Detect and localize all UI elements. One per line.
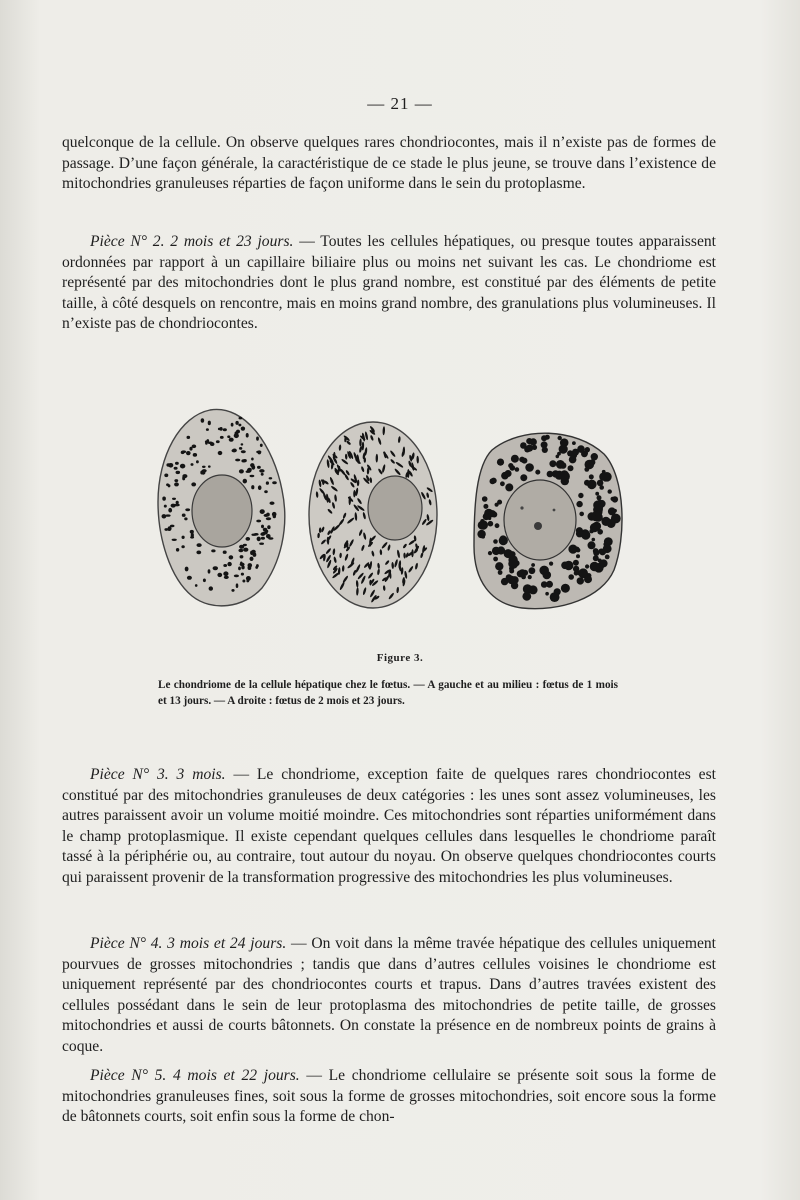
paragraph-text: — Toutes les cellules hépatiques, ou presque toutes apparaissent ordonnées par rapport à un capillaire biliaire plus ou moins net suivant les cas. Le chondriome est représenté par des mitochondries dont le plus grand nombre, est constitué par des éléments de petite taille, à côté desquels on rencontre, mais en moins grand nombre, des granulations plus volumineuses. Il n’existe pas de chondriocontes. <box>62 233 716 332</box>
mitochondrion <box>186 451 191 455</box>
mitochondrion <box>261 525 264 529</box>
mitochondrion <box>229 438 234 442</box>
mitochondrion <box>241 427 245 431</box>
mitochondrion <box>195 584 198 587</box>
mitochondrion <box>234 433 239 438</box>
mitochondrion <box>197 543 202 547</box>
mitochondrion <box>590 562 600 572</box>
mitochondrion <box>234 575 239 578</box>
mitochondrion <box>584 467 589 472</box>
mitochondrion <box>572 449 579 456</box>
mitochondrion <box>251 485 254 489</box>
mitochondrion <box>236 583 239 588</box>
mitochondrion <box>260 509 265 514</box>
mitochondrion <box>185 567 189 572</box>
mitochondrion <box>241 450 246 453</box>
mitochondrion <box>573 560 579 566</box>
mitochondrion <box>227 435 230 438</box>
mitochondrion <box>561 562 569 570</box>
mitochondrion <box>482 496 488 502</box>
mitochondrion <box>213 566 218 570</box>
mitochondrion <box>262 531 267 534</box>
cell-left-nucleus <box>192 475 252 547</box>
piece-heading: Pièce N° 5. 4 mois et 22 jours. <box>90 1067 300 1084</box>
mitochondrion <box>238 549 243 552</box>
mitochondrion <box>483 513 490 520</box>
mitochondrion <box>493 539 498 544</box>
mitochondrion <box>266 481 269 484</box>
mitochondrion <box>560 462 567 469</box>
mitochondrion <box>241 573 244 576</box>
mitochondrion <box>545 592 549 596</box>
mitochondrion <box>184 517 187 520</box>
mitochondrion <box>250 463 254 467</box>
mitochondrion <box>266 534 271 538</box>
mitochondrion <box>498 570 503 575</box>
mitochondrion <box>182 474 187 478</box>
mitochondrion <box>550 592 560 602</box>
mitochondrion <box>174 467 178 470</box>
mitochondrion <box>592 538 596 542</box>
mitochondrion <box>520 506 523 509</box>
mitochondrion <box>209 586 213 590</box>
mitochondrion <box>256 564 259 567</box>
mitochondrion <box>267 525 270 529</box>
mitochondrion <box>231 423 234 427</box>
mitochondrion <box>586 573 591 578</box>
mitochondrion <box>561 584 570 593</box>
mitochondrion <box>492 547 500 555</box>
mitochondrion <box>483 504 488 509</box>
mitochondrion <box>600 559 608 567</box>
mitochondrion <box>598 500 602 504</box>
mitochondrion <box>259 469 264 473</box>
mitochondrion <box>560 472 570 482</box>
mitochondrion <box>238 424 241 427</box>
mitochondrion <box>256 437 259 441</box>
mitochondrion <box>176 471 181 474</box>
mitochondrion <box>164 505 167 508</box>
page-number: — 21 — <box>367 94 433 113</box>
mitochondrion <box>241 443 244 445</box>
mitochondrion <box>182 514 186 517</box>
mitochondrion <box>235 421 238 425</box>
mitochondrion <box>166 463 170 466</box>
mitochondrion <box>549 562 553 566</box>
mitochondrion <box>192 445 197 449</box>
mitochondrion <box>223 564 227 567</box>
mitochondrion <box>241 565 244 569</box>
mitochondrion <box>489 510 496 517</box>
mitochondrion <box>578 493 583 498</box>
mitochondrion <box>266 517 271 520</box>
mitochondrion <box>579 512 584 517</box>
mitochondrion <box>240 555 244 558</box>
figure-label: Figure 3. <box>376 652 424 664</box>
mitochondrion <box>256 451 261 454</box>
mitochondrion <box>246 537 251 541</box>
piece-heading: Pièce N° 3. 3 mois. <box>90 766 226 783</box>
mitochondrion <box>239 417 243 420</box>
mitochondrion <box>608 489 612 493</box>
figure-3-illustration <box>150 398 630 620</box>
mitochondrion <box>218 451 223 455</box>
mitochondrion <box>369 580 371 586</box>
mitochondrion <box>612 496 618 502</box>
mitochondrion <box>529 567 536 574</box>
cell-middle-nucleus <box>368 476 422 540</box>
mitochondrion <box>176 548 179 552</box>
mitochondrion <box>603 544 612 553</box>
mitochondrion <box>258 485 262 490</box>
mitochondrion <box>519 569 527 577</box>
mitochondrion <box>509 569 514 574</box>
mitochondrion <box>239 545 244 549</box>
paragraph-piece-2 <box>62 232 716 335</box>
mitochondrion <box>500 481 505 486</box>
mitochondrion <box>261 537 265 540</box>
mitochondrion <box>599 473 607 481</box>
mitochondrion <box>187 576 192 580</box>
mitochondrion <box>246 576 251 581</box>
mitochondrion <box>549 460 556 467</box>
mitochondrion <box>246 433 249 438</box>
mitochondrion <box>497 459 504 466</box>
piece-heading: Pièce N° 4. 3 mois et 24 jours. <box>90 935 287 952</box>
mitochondrion <box>588 541 596 549</box>
mitochondrion <box>251 458 254 461</box>
mitochondrion <box>191 533 194 538</box>
mitochondrion <box>499 536 508 545</box>
mitochondrion <box>172 498 176 500</box>
figure-caption: Le chondriome de la cellule hépatique chez le fœtus. — A gauche et au milieu : fœtus de 1 mois et 13 jours. — A droite : fœtus de 2 mois et 23 jours. <box>158 679 618 707</box>
mitochondrion <box>273 515 276 519</box>
mitochondrion <box>505 483 513 491</box>
mitochondrion <box>597 495 602 500</box>
mitochondrion <box>207 439 210 442</box>
paragraph-text: — Le chondriome, exception faite de quelques rares chondriocontes est constitué par des mitochondries granuleuses de deux catégories : les unes sont assez volumineuses, les autres paraissent avoir un volume moitié moindre. Ces mitochondries sont réparties uniformément dans le champ protoplasmique. Il existe cependant quelques cellules dans lesquelles le chondriome paraît tassé à la périphérie ou, au contraire, tout autour du noyau. On observe quelques chondriocontes courts qui paraissent provenir de la transformation progressive des mitochondries les plus volumineuses. <box>62 766 717 886</box>
mitochondrion <box>164 474 168 478</box>
mitochondrion <box>568 574 574 580</box>
mitochondrion <box>511 455 519 463</box>
mitochondrion <box>576 501 582 507</box>
mitochondrion <box>495 503 499 507</box>
mitochondrion <box>248 563 253 567</box>
mitochondrion <box>573 566 579 572</box>
mitochondrion <box>240 562 243 566</box>
mitochondrion <box>488 551 492 555</box>
mitochondrion <box>191 463 194 466</box>
mitochondrion <box>187 436 191 439</box>
mitochondrion <box>520 442 527 449</box>
mitochondrion <box>605 555 610 560</box>
mitochondrion <box>577 577 584 584</box>
mitochondrion <box>165 514 170 516</box>
mitochondrion <box>216 440 220 443</box>
paragraph-text: — On voit dans la même travée hépatique des cellules uniquement pourvues de grosses mitochondries ; tandis que dans d’autres cellules voisines le chondriome est uniquement représenté par des chondriocontes courts et trapus. Dans d’autres travées existent des cellules possédant dans le sein de leur protoplasma des mitochondries de petite taille, de grosses mitochondries et aussi de courts bâtonnets. On constate la présence en de nombreux points de grains à coque. <box>62 935 717 1055</box>
mitochondrion <box>257 537 261 542</box>
mitochondrion <box>510 465 516 471</box>
mitochondrion <box>608 507 616 515</box>
mitochondrion <box>572 441 576 445</box>
mitochondrion <box>185 508 190 511</box>
mitochondrion <box>250 557 254 561</box>
mitochondrion <box>576 554 580 558</box>
mitochondrion <box>556 455 560 459</box>
hepatic-cells-drawing <box>150 398 630 620</box>
mitochondrion <box>505 470 512 477</box>
mitochondrion <box>170 525 175 528</box>
mitochondrion <box>211 549 215 552</box>
mitochondrion <box>223 428 227 431</box>
mitochondrion <box>202 466 206 468</box>
mitochondrion <box>593 550 599 556</box>
mitochondrion <box>589 459 595 465</box>
cell-right-nucleus <box>504 480 576 560</box>
mitochondrion <box>478 521 487 530</box>
mitochondrion <box>593 555 599 561</box>
mitochondrion <box>227 562 231 566</box>
mitochondrion <box>526 438 532 444</box>
mitochondrion <box>541 581 548 588</box>
mitochondrion <box>236 430 240 434</box>
mitochondrion <box>488 521 494 527</box>
mitochondrion <box>218 428 221 431</box>
mitochondrion <box>243 459 247 462</box>
piece-heading: Pièce N° 2. 2 mois et 23 jours. <box>90 233 294 250</box>
mitochondrion <box>526 464 530 468</box>
mitochondrion <box>256 520 261 523</box>
mitochondrion <box>602 470 606 474</box>
mitochondrion <box>257 466 261 469</box>
mitochondrion <box>495 523 500 528</box>
mitochondrion <box>542 447 548 453</box>
mitochondrion <box>530 586 537 593</box>
mitochondrion <box>232 449 237 453</box>
mitochondrion <box>528 575 532 579</box>
mitochondrion <box>491 478 497 484</box>
mitochondrion <box>175 462 179 465</box>
mitochondrion <box>193 453 197 457</box>
mitochondrion <box>520 474 527 481</box>
mitochondrion <box>607 519 616 528</box>
mitochondrion <box>208 465 211 467</box>
mitochondrion <box>162 497 166 501</box>
mitochondrion <box>251 550 256 554</box>
mitochondrion <box>479 530 484 535</box>
paragraph-piece-3 <box>62 765 716 888</box>
mitochondrion <box>590 523 599 532</box>
mitochondrion <box>269 477 273 479</box>
mitochondrion <box>534 522 542 530</box>
mitochondrion <box>168 484 171 487</box>
mitochondrion <box>223 571 228 576</box>
mitochondrion <box>181 545 184 548</box>
mitochondrion <box>196 551 201 555</box>
mitochondrion <box>181 451 185 454</box>
mitochondrion <box>561 442 566 447</box>
mitochondrion <box>239 447 242 450</box>
mitochondrion <box>206 428 209 431</box>
mitochondrion <box>174 482 179 486</box>
mitochondrion <box>515 467 520 472</box>
mitochondrion <box>597 480 604 487</box>
mitochondrion <box>191 482 196 486</box>
mitochondrion <box>176 501 179 505</box>
mitochondrion <box>260 444 263 447</box>
paragraph-text: — Le chondriome cellulaire se présente soit sous la forme de mitochondries granuleuses fines, soit sous la forme de grosses mitochondries, soit encore sous la forme de bâtonnets courts, soit enfin sous la forme de chon- <box>62 1067 716 1125</box>
mitochondrion <box>208 421 211 426</box>
mitochondrion <box>229 555 234 559</box>
mitochondrion <box>552 470 559 477</box>
mitochondrion <box>553 509 556 512</box>
mitochondrion <box>521 458 527 464</box>
mitochondrion <box>238 567 241 571</box>
mitochondrion <box>168 508 172 513</box>
mitochondrion <box>532 445 537 450</box>
mitochondrion <box>203 579 206 583</box>
mitochondrion <box>243 479 247 484</box>
mitochondrion <box>531 563 535 567</box>
mitochondrion <box>576 530 583 537</box>
mitochondrion <box>205 442 208 445</box>
mitochondrion <box>508 559 518 569</box>
mitochondrion <box>259 543 264 545</box>
mitochondrion <box>174 479 178 482</box>
mitochondrion <box>587 480 597 490</box>
mitochondrion <box>180 464 185 469</box>
mitochondrion <box>210 442 214 446</box>
mitochondrion <box>558 436 562 440</box>
mitochondrion <box>250 475 255 477</box>
mitochondrion <box>575 547 580 552</box>
mitochondrion <box>535 470 540 475</box>
mitochondrion <box>172 539 177 541</box>
mitochondrion <box>217 573 222 577</box>
mitochondrion <box>182 536 185 539</box>
paragraph-piece-4 <box>62 934 716 1057</box>
mitochondrion <box>164 528 168 531</box>
mitochondrion <box>270 502 275 505</box>
mitochondrion <box>264 490 268 493</box>
mitochondrion <box>594 508 603 517</box>
mitochondrion <box>235 459 240 462</box>
mitochondrion <box>239 469 244 473</box>
mitochondrion <box>189 447 192 451</box>
mitochondrion <box>243 548 248 552</box>
mitochondrion <box>208 569 211 573</box>
mitochondrion <box>200 471 203 475</box>
mitochondrion <box>261 473 264 476</box>
mitochondrion <box>568 465 574 471</box>
mitochondrion <box>589 474 594 479</box>
mitochondrion <box>224 576 229 579</box>
mitochondrion <box>541 435 547 441</box>
mitochondrion <box>504 549 513 558</box>
mitochondrion <box>201 418 205 423</box>
mitochondrion <box>247 468 252 472</box>
mitochondrion <box>581 451 588 458</box>
mitochondrion <box>220 436 224 439</box>
mitochondrion <box>495 562 503 570</box>
mitochondrion <box>162 514 167 518</box>
mitochondrion <box>511 582 518 589</box>
mitochondrion <box>595 492 599 496</box>
mitochondrion <box>585 564 589 568</box>
mitochondrion <box>493 557 498 562</box>
paragraph-intro: quelconque de la cellule. On observe quelques rares chondriocontes, mais il n’existe pas de formes de passage. D’une façon générale, la caractéristique de ce stade le plus jeune, se trouve dans l’existence de mitochondries granuleuses réparties de façon uniforme dans le sein du protoplasme. <box>62 134 716 192</box>
paragraph-piece-5 <box>62 1066 716 1128</box>
mitochondrion <box>223 551 227 554</box>
mitochondrion <box>522 592 531 601</box>
mitochondrion <box>266 513 269 516</box>
mitochondrion <box>539 566 549 576</box>
mitochondrion <box>506 574 513 581</box>
mitochondrion <box>242 580 245 583</box>
mitochondrion <box>196 460 199 463</box>
mitochondrion <box>272 481 277 484</box>
mitochondrion <box>251 534 256 536</box>
mitochondrion <box>231 589 234 592</box>
